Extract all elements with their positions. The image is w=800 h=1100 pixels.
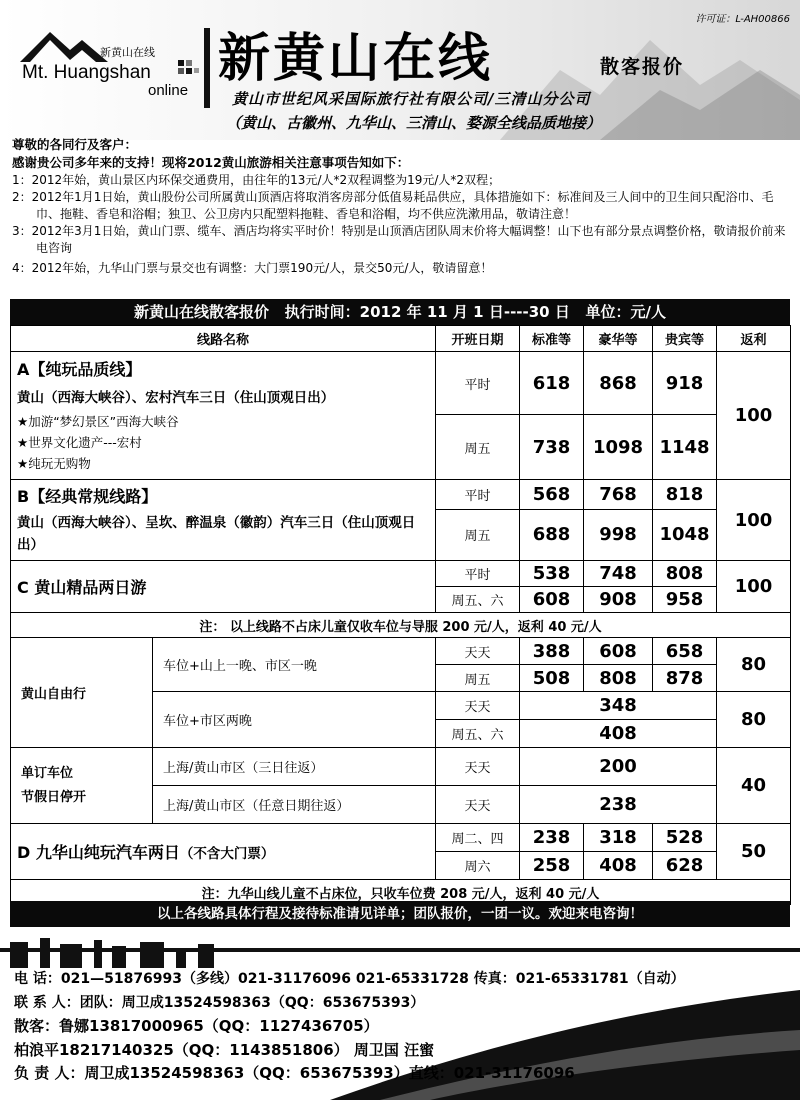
mountain-logo-icon xyxy=(20,26,110,66)
price-vip: 628 xyxy=(653,852,717,880)
price-luxury: 318 xyxy=(584,824,653,852)
price-vip: 658 xyxy=(653,638,717,665)
notice-item: 4：2012年始，九华山门票与景交也有调整：大门票190元/人，景交50元/人，敬请留意！ xyxy=(12,261,493,275)
route-a-bullet: ★纯玩无购物 xyxy=(17,456,91,471)
route-b-desc: 黄山（西海大峡谷）、呈坎、醉温泉（徽韵）汽车三日（住山顶观日出） xyxy=(17,515,416,553)
table-header-row xyxy=(11,326,791,352)
header-vip: 贵宾等 xyxy=(653,326,717,352)
rebate-cell: 50 xyxy=(717,824,791,880)
notice-item: 2：2012年1月1日始，黄山股份公司所属黄山顶酒店将取消客房部分低值易耗品供应，具体措施如下：标准间及三人间中的卫生间只配浴巾、毛巾、拖鞋、香皂和浴帽；独卫、公卫房内只配塑料拖鞋、香皂和浴帽，均不供应洗漱用品，敬请注意！ xyxy=(12,190,774,221)
notice-intro: 感谢贵公司多年来的支持！现将2012黄山旅游相关注意事项告知如下： xyxy=(12,155,410,170)
price-vip: 958 xyxy=(653,587,717,613)
price-table xyxy=(10,325,791,905)
free-travel-option: 车位+山上一晚、市区一晚 xyxy=(153,638,436,692)
date-cell: 周二、四 xyxy=(436,824,520,852)
price-standard: 738 xyxy=(520,415,584,480)
notice-item: 3：2012年3月1日始，黄山门票、缆车、酒店均将实平时价！特别是山顶酒店团队周末价将大幅调整！山下也有部分景点调整价格，敬请报价前来电咨询 xyxy=(12,224,786,255)
header-standard: 标准等 xyxy=(520,326,584,352)
price-vip: 1048 xyxy=(653,509,717,560)
date-cell: 天天 xyxy=(436,638,520,665)
greeting: 尊敬的各同行及客户： xyxy=(12,137,138,152)
date-cell: 周五 xyxy=(436,415,520,480)
price-luxury: 768 xyxy=(584,480,653,510)
brand-title: 新黄山在线 xyxy=(218,29,494,89)
date-cell: 周五、六 xyxy=(436,587,520,613)
child-policy-note: 注： 以上线路不占床儿童仅收车位与导服 200 元/人，返利 40 元/人 xyxy=(11,613,791,638)
price-luxury: 608 xyxy=(584,638,653,665)
rebate-cell: 80 xyxy=(717,692,791,748)
date-cell: 平时 xyxy=(436,480,520,510)
seat-only-cell xyxy=(11,748,153,824)
rebate-cell: 100 xyxy=(717,561,791,613)
price-standard: 618 xyxy=(520,352,584,415)
route-a-title: A【纯玩品质线】 xyxy=(17,360,142,379)
notice-item: 1：2012年始，黄山景区内环保交通费用，由往年的13元/人*2双程调整为19元/人*2双程； xyxy=(12,173,501,187)
quote-label: 散客报价 xyxy=(600,56,685,78)
route-a-bullet: ★加游“梦幻景区”西海大峡谷 xyxy=(17,414,179,429)
route-d-suffix: （不含大门票） xyxy=(179,846,275,862)
price-standard: 568 xyxy=(520,480,584,510)
price-standard: 508 xyxy=(520,665,584,692)
contact-section xyxy=(14,968,794,1086)
price-standard: 388 xyxy=(520,638,584,665)
date-cell: 天天 xyxy=(436,692,520,720)
table-row xyxy=(11,748,791,786)
price-vip: 1148 xyxy=(653,415,717,480)
table-row xyxy=(11,480,791,510)
header-route: 线路名称 xyxy=(11,326,436,352)
fit-contact-line-2: 柏浪平18217140325（QQ：1143851806） 周卫国 汪蜜 xyxy=(14,1040,435,1059)
table-row xyxy=(11,352,791,415)
route-a-bullet: ★世界文化遗产---宏村 xyxy=(17,435,142,450)
price-flat: 238 xyxy=(520,786,717,824)
header-date: 开班日期 xyxy=(436,326,520,352)
rebate-cell: 100 xyxy=(717,352,791,480)
header-divider xyxy=(204,28,210,108)
date-cell: 平时 xyxy=(436,352,520,415)
contact-line: 联 系 人：团队：周卫成13524598363（QQ：653675393） xyxy=(14,994,425,1011)
price-luxury: 908 xyxy=(584,587,653,613)
price-flat: 200 xyxy=(520,748,717,786)
price-luxury: 998 xyxy=(584,509,653,560)
route-c-cell xyxy=(11,561,436,613)
free-travel-option: 车位+市区两晚 xyxy=(153,692,436,748)
price-luxury: 748 xyxy=(584,561,653,587)
price-vip: 818 xyxy=(653,480,717,510)
table-row xyxy=(11,824,791,852)
header-rebate: 返利 xyxy=(717,326,791,352)
seat-option: 上海/黄山市区（三日往返） xyxy=(153,748,436,786)
route-a-desc: 黄山（西海大峡谷）、宏村汽车三日（住山顶观日出） xyxy=(17,390,335,406)
price-luxury: 808 xyxy=(584,665,653,692)
route-c-title: C 黄山精品两日游 xyxy=(17,578,147,597)
price-vip: 808 xyxy=(653,561,717,587)
route-b-cell xyxy=(11,480,436,561)
price-standard: 238 xyxy=(520,824,584,852)
phone-line: 电 话：021—51876993（多线）021-31176096 021-65331728 传真：021-65331781（自动） xyxy=(14,971,685,987)
jiuhua-child-note: 注：九华山线儿童不占床位，只收车位费 208 元/人，返利 40 元/人 xyxy=(11,880,791,905)
date-cell: 周六 xyxy=(436,852,520,880)
seat-option: 上海/黄山市区（任意日期往返） xyxy=(153,786,436,824)
pixel-squares-icon xyxy=(178,60,200,78)
rebate-cell: 80 xyxy=(717,638,791,692)
logo-english-text: Mt. Huangshan xyxy=(22,62,151,83)
route-a-cell xyxy=(11,352,436,480)
table-row xyxy=(11,613,791,638)
route-b-title: B【经典常规线路】 xyxy=(17,487,158,506)
price-flat: 348 xyxy=(520,692,717,720)
price-standard: 258 xyxy=(520,852,584,880)
date-cell: 平时 xyxy=(436,561,520,587)
price-table-title: 新黄山在线散客报价 执行时间：2012 年 11 月 1 日----30 日 单位：元/人 xyxy=(10,299,790,325)
price-vip: 528 xyxy=(653,824,717,852)
logo-online-text: online xyxy=(148,82,189,99)
price-standard: 688 xyxy=(520,509,584,560)
route-d-cell xyxy=(11,824,436,880)
rebate-cell: 40 xyxy=(717,748,791,824)
price-vip: 918 xyxy=(653,352,717,415)
price-luxury: 1098 xyxy=(584,415,653,480)
date-cell: 周五、六 xyxy=(436,720,520,748)
notice-section xyxy=(12,136,792,277)
table-row xyxy=(11,638,791,665)
price-luxury: 868 xyxy=(584,352,653,415)
date-cell: 天天 xyxy=(436,748,520,786)
price-luxury: 408 xyxy=(584,852,653,880)
table-row xyxy=(11,561,791,587)
price-vip: 878 xyxy=(653,665,717,692)
header-luxury: 豪华等 xyxy=(584,326,653,352)
fit-contact-line: 散客：鲁娜13817000965（QQ：1127436705） xyxy=(14,1017,379,1035)
free-travel-name: 黄山自由行 xyxy=(11,638,153,748)
date-cell: 周五 xyxy=(436,509,520,560)
permit-number: 许可证：L-AH00866 xyxy=(695,14,790,25)
logo-chinese-text: 新黄山在线 xyxy=(100,46,155,59)
logo xyxy=(14,20,206,106)
price-standard: 608 xyxy=(520,587,584,613)
seat-only-title: 单订车位 xyxy=(21,765,74,781)
company-name: 黄山市世纪风采国际旅行社有限公司/三清山分公司 xyxy=(232,90,591,108)
price-standard: 538 xyxy=(520,561,584,587)
service-regions: （黄山、古徽州、九华山、三清山、婺源全线品质地接） xyxy=(226,114,602,132)
date-cell: 周五 xyxy=(436,665,520,692)
rebate-cell: 100 xyxy=(717,480,791,561)
date-cell: 天天 xyxy=(436,786,520,824)
manager-line: 负 责 人：周卫成13524598363（QQ：653675393）直线：021-31176096 xyxy=(14,1064,575,1082)
table-footer-note: 以上各线路具体行程及接待标准请见详单；团队报价，一团一议。欢迎来电咨询！ xyxy=(10,901,790,927)
route-d-title: D 九华山纯玩汽车两日 xyxy=(17,843,180,862)
seat-only-subtitle: 节假日停开 xyxy=(21,789,87,805)
price-flat: 408 xyxy=(520,720,717,748)
